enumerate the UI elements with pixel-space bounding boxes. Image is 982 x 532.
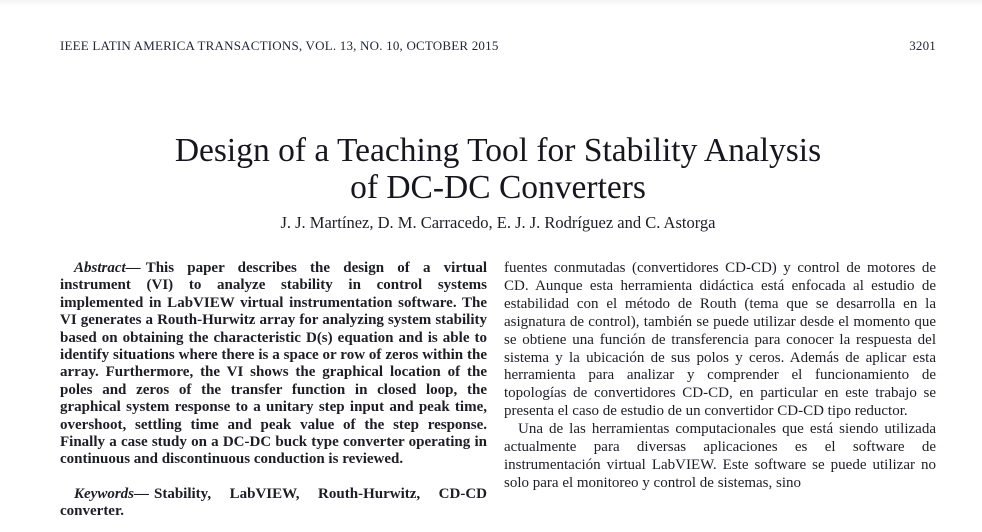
scan-edge-shadow <box>0 0 982 6</box>
two-column-body <box>60 260 936 521</box>
running-head <box>60 38 936 54</box>
keywords-text: Stability, LabVIEW, Routh-Hurwitz, CD-CD converter. <box>60 485 487 520</box>
keywords-label: Keywords— <box>74 485 149 502</box>
keywords-paragraph <box>60 486 487 521</box>
body-paragraph-2: Una de las herramientas computacionales que está siendo utilizada actualmente para diversas aplicaciones es el software de instrumentación virtual LabVIEW. Este software se puede utilizar no solo para el monitoreo y control de sistemas, sino <box>504 421 936 491</box>
paper-title <box>60 132 936 206</box>
abstract-label: Abstract— <box>74 260 141 276</box>
title-line-1: Design of a Teaching Tool for Stability Analysis <box>174 132 822 169</box>
abstract-text: This paper describes the design of a virtual instrument (VI) to analyze stability in control systems implemented in LabVIEW virtual instrumentation software. The VI generates a Routh-Hurwitz array for analyzing system stability based on obtaining the characteristic D(s) equation and is able to identify situations where there is a space or row of zeros within the array. Furthermore, the VI shows the graphical location of the poles and zeros of the transfer function in closed loop, the graphical system response to a unitary step input and peak time, overshoot, settling time and peak value of the step response. Finally a case study on a DC-DC buck type converter operating in continuous and discontinuous conduction is reviewed. <box>60 260 487 468</box>
right-column <box>504 260 936 521</box>
title-line-2: of DC-DC Converters <box>350 169 646 206</box>
journal-header: IEEE LATIN AMERICA TRANSACTIONS, VOL. 13, NO. 10, OCTOBER 2015 <box>60 38 499 53</box>
page-number: 3201 <box>909 38 936 53</box>
abstract-paragraph <box>60 260 487 469</box>
left-column <box>60 260 487 521</box>
authors-line: J. J. Martínez, D. M. Carracedo, E. J. J. Rodríguez and C. Astorga <box>280 213 716 232</box>
body-paragraph-1: fuentes conmutadas (convertidores CD-CD) y control de motores de CD. Aunque esta herramienta didáctica está enfocada al estudio de estabilidad con el método de Routh (tema que se desarrolla en la asignatura de control), también se puede utilizar desde el momento que se obtiene una función de transferencia para conocer la respuesta del sistema y la ubicación de sus polos y ceros. Además de aplicar esta herramienta para analizar y comprender el funcionamiento de topologías de convertidores CD-CD, en particular en este trabajo se presenta el caso de estudio de un convertidor CD-CD tipo reductor. <box>504 260 936 420</box>
